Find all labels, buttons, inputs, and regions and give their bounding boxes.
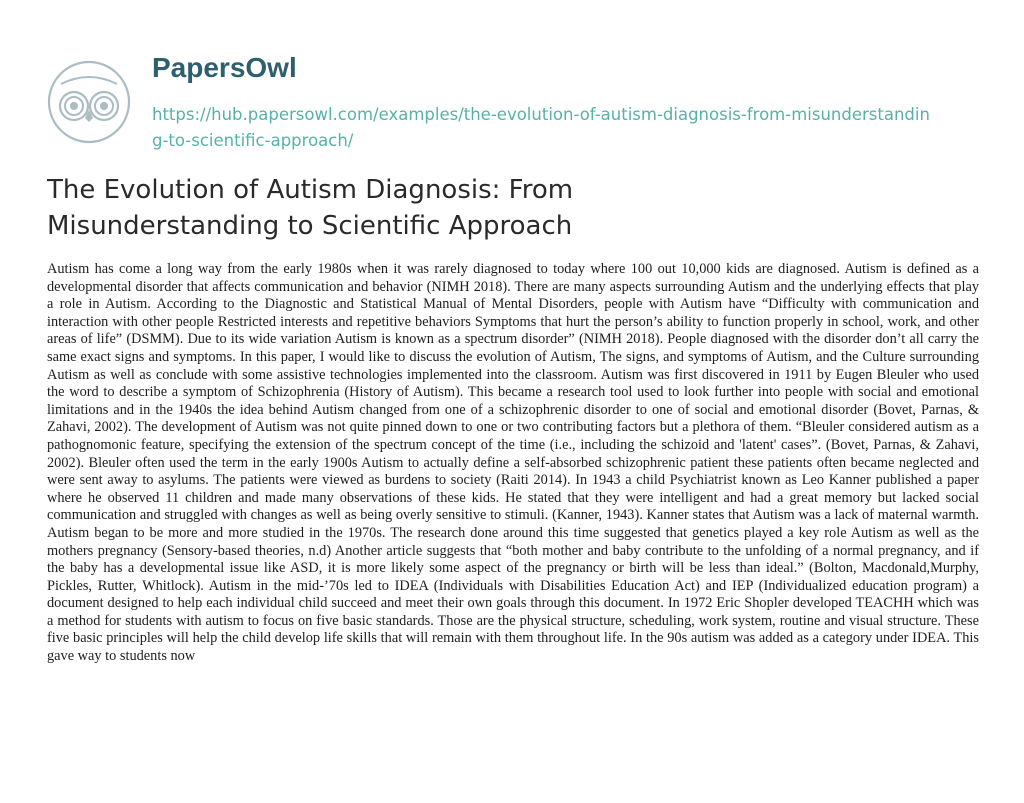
source-url-link[interactable]: https://hub.papersowl.com/examples/the-evolution-of-autism-diagnosis-from-misunderstanding-to-scientific-approach/ <box>152 105 930 150</box>
document-body: Autism has come a long way from the early 1980s when it was rarely diagnosed to today where 100 out 10,000 kids are diagnosed. Autism is defined as a developmental disorder that affects communication and behavior (NIMH 2018). There are many aspects surrounding Autism and the underlying effects that play a role in Autism. According to the Diagnostic and Statistical Manual of Mental Disorders, people with Autism have “Difficulty with communication and interaction with other people Restricted interests and repetitive behaviors Symptoms that hurt the person’s ability to function properly in school, work, and other areas of life” (DSMM). Due to its wide variation Autism is known as a spectrum disorder” (NIMH 2018). People diagnosed with the disorder don’t all carry the same exact signs and symptoms. In this paper, I would like to discuss the evolution of Autism, The signs, and symptoms of Autism, and the Culture surrounding Autism as well as conclude with some assistive technologies implemented into the classroom. Autism was first discovered in 1911 by Eugen Bleuler who used the word to describe a symptom of Schizophrenia (History of Autism). This became a research tool used to look further into people with social and emotional limitations and in the 1940s the idea behind Autism changed from one of a schizophrenic disorder to one of social and emotional disorder (Bovet, Parnas, & Zahavi, 2002). The development of Autism was not quite pinned down to one or two contributing factors but a plethora of them. “Bleuler considered autism as a pathognomonic feature, specifying the extension of the spectrum concept of the time (i.e., including the schizoid and 'latent' cases”. (Bovet, Parnas, & Zahavi, 2002). Bleuler often used the term in the early 1900s Autism to actually define a self-absorbed schizophrenic patient these patients often became neglected and were sent away to asylums. The patients were viewed as burdens to society (Raiti 2014). In 1943 a child Psychiatrist known as Leo Kanner published a paper where he observed 11 children and made many observations of these kids. He stated that they were intelligent and had a great memory but lacked social communication and struggled with changes as well as being overly sensitive to stimuli. (Kanner, 1943). Kanner states that Autism was a lack of maternal warmth. Autism began to be more and more studied in the 1970s. The research done around this time suggested that genetics played a key role Autism as well as the mothers pregnancy (Sensory-based theories, n.d) Another article suggests that “both mother and baby contribute to the unfolding of a normal pregnancy, and if the baby has a developmental issue like ASD, it is more likely some aspect of the pregnancy or birth will be less than ideal.” (Bolton, Macdonald,Murphy, Pickles, Rutter, Whitlock). Autism in the mid-’70s led to IDEA (Individuals with Disabilities Education Act) and IEP (Individualized education program) a document designed to help each individual child succeed and meet their own goals through this document. In 1972 Eric Shopler developed TEACHH which was a method for students with autism to focus on five basic standards. Those are the physical structure, scheduling, work system, routine and visual structure. These five basic principles will help the child develop life skills that will remain with them throughout life. In the 90s autism was added as a category under IDEA. This gave way to students now <box>47 261 979 665</box>
document-title: The Evolution of Autism Diagnosis: From Misunderstanding to Scientific Approach <box>47 175 574 241</box>
owl-face-icon <box>47 60 131 144</box>
brand-name: PapersOwl <box>152 52 297 83</box>
